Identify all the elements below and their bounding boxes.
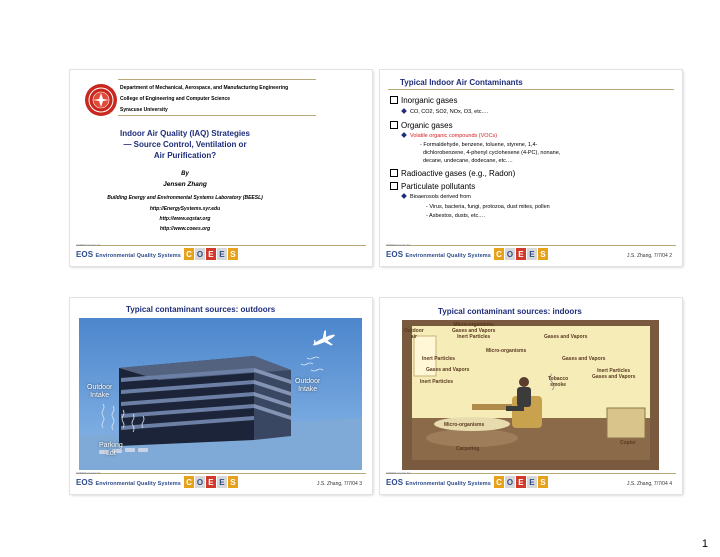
link-3[interactable]: http://www.coees.org: [159, 226, 211, 232]
page-number: J.S. Zhang, 7/7/04 4: [626, 481, 672, 487]
inorganic-bullet: Inorganic gases: [390, 96, 457, 105]
outdoor-air-label: Outdoor air: [404, 328, 424, 340]
by-text: By: [181, 171, 189, 177]
inert-particles-left: Inert Particles: [422, 356, 456, 362]
coees-logo: [76, 471, 239, 490]
outdoor-intake-right-label: Outdoor Intake: [295, 378, 321, 393]
inert-particles-right: Inert Particles Gases and Vapors: [592, 368, 636, 380]
outdoor-intake-left-label: Outdoor Intake: [87, 384, 113, 399]
logo-text: EOS Environmental Quality Systems: [386, 477, 491, 487]
title-line-2: — Source Control, Ventilation or: [123, 140, 247, 149]
gases-vapors-left: Gases and Vapors: [426, 367, 470, 373]
document-page-number: 1: [701, 538, 708, 550]
logo-text: EOS Environmental Quality Systems: [386, 249, 491, 259]
coees-logo: [386, 471, 549, 490]
copier-label: Copier: [620, 440, 636, 446]
slide-2-title: Typical Indoor Air Contaminants: [400, 78, 523, 87]
page-number: J.S. Zhang, 7/7/04 3: [316, 481, 362, 487]
top-sources-label: Micro-organisms Gases and Vapors Inert Particles: [452, 322, 496, 340]
slide-3-title: Typical contaminant sources: outdoors: [126, 305, 276, 314]
logo-text: EOS Environmental Quality Systems: [76, 249, 181, 259]
inorganic-sub: CO, CO2, SO2, NOx, O3, etc.…: [402, 109, 489, 115]
slide-4-title: Typical contaminant sources: indoors: [438, 307, 582, 316]
logo-small-text: COEES Center for: [76, 243, 101, 247]
link-2[interactable]: http://www.eqstar.org: [159, 216, 211, 222]
logo-small-text: COEES Center for: [386, 471, 411, 475]
parking-lot-label: Parking Lot: [99, 442, 123, 457]
dept-text: Department of Mechanical, Aerospace, and Manufacturing Engineering: [120, 85, 289, 91]
particulate-bullet: Particulate pollutants: [390, 182, 475, 191]
page-number: J.S. Zhang, 7/7/04 2: [626, 253, 672, 259]
tobacco-smoke-label: Tobacco smoke: [548, 376, 569, 388]
gases-vapors-right: Gases and Vapors: [544, 334, 588, 340]
university-text: Syracuse University: [120, 107, 168, 113]
cees-letters: C O E E S: [184, 248, 239, 260]
bio-list: - Virus, bacteria, fungi, protozoa, dust mites, pollen: [426, 204, 550, 210]
author-text: Jensen Zhang: [163, 181, 207, 188]
slide-4-indoor-sources: [380, 298, 682, 494]
voc-list-2: dichlorobenzene, 4-phenyl cyclohexene (4-PC), nonane,: [423, 150, 561, 156]
lab-text: Building Energy and Environmental Systems Laboratory (BEESL): [107, 195, 263, 201]
voc-list-1: - Formaldehyde, benzene, toluene, styrene, 1,4-: [420, 142, 538, 148]
organic-bullet: Organic gases: [390, 121, 453, 130]
bio-sub: Bioaerosols derived from: [402, 194, 471, 200]
college-text: College of Engineering and Computer Science: [120, 96, 231, 102]
carpeting-label: Carpeting: [456, 446, 480, 452]
outdoor-scene: [79, 318, 362, 470]
asbestos-list: - Asbestos, dusts, etc.…: [426, 213, 486, 219]
voc-sub: Volatile organic compounds (VOCs): [402, 133, 497, 139]
link-1[interactable]: http://EnergySystems.syr.edu: [149, 206, 221, 212]
slide-2-contaminants: [380, 70, 682, 266]
micro-organisms-mid: Micro-organisms: [486, 348, 527, 354]
indoor-scene: [402, 320, 659, 470]
slide-3-outdoor-sources: [70, 298, 372, 494]
cees-letters: C O E E S: [494, 476, 549, 488]
gases-vapors-right-2: Gases and Vapors: [562, 356, 606, 362]
radioactive-bullet: Radioactive gases (e.g., Radon): [390, 169, 515, 178]
cees-letters: C O E E S: [494, 248, 549, 260]
inert-particles-left-2: Inert Particles: [420, 379, 454, 385]
mid-rule: [118, 115, 316, 116]
voc-list-3: decane, undecane, dodecane, etc.…: [423, 158, 513, 164]
syracuse-seal-icon: [84, 83, 118, 117]
title-rule: [388, 89, 674, 90]
cees-letters: C O E E S: [184, 476, 239, 488]
title-line-1: Indoor Air Quality (IAQ) Strategies: [120, 129, 250, 138]
coees-logo: [386, 243, 549, 262]
logo-small-text: COEES Center for: [76, 471, 101, 475]
micro-organisms-bottom: Micro-organisms: [444, 422, 485, 428]
office-illustration: [402, 320, 659, 470]
slide-1-title: [70, 70, 372, 266]
coees-logo: [76, 243, 239, 262]
title-line-3: Air Purification?: [153, 151, 217, 160]
logo-text: EOS Environmental Quality Systems: [76, 477, 181, 487]
logo-small-text: COEES Center for: [386, 243, 411, 247]
top-rule: [118, 79, 316, 80]
